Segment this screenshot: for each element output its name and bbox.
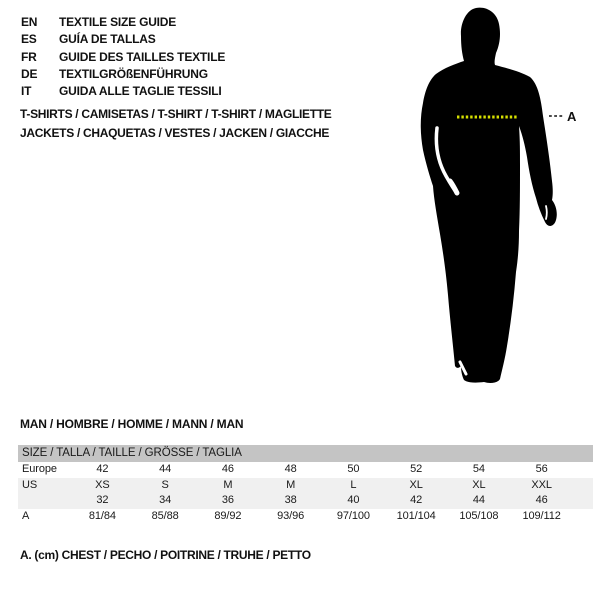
language-list	[21, 14, 225, 100]
cell: 56	[535, 463, 548, 475]
language-row-de	[21, 66, 225, 83]
table-row-us	[18, 478, 593, 494]
language-code: DE	[21, 66, 38, 81]
measure-label-a: A	[567, 109, 577, 124]
language-label: TEXTILE SIZE GUIDE	[59, 15, 177, 29]
cell: 34	[159, 494, 172, 506]
table-row-numeric	[18, 493, 593, 509]
cell: 38	[284, 494, 297, 506]
cell: 105/108	[459, 509, 499, 522]
language-code: EN	[21, 15, 38, 29]
cell: 40	[347, 494, 360, 506]
cell: XS	[95, 478, 110, 491]
language-label: TEXTILGRÖßENFÜHRUNG	[59, 66, 208, 81]
language-row-fr	[21, 49, 225, 66]
cell: 44	[159, 463, 172, 475]
finger-gap-highlight	[546, 206, 547, 219]
cell-filler	[573, 478, 593, 494]
cell: 46	[221, 463, 234, 475]
cell: M	[223, 478, 233, 491]
language-row-es	[21, 31, 225, 48]
cell: 36	[221, 494, 234, 506]
language-row-en	[21, 14, 225, 31]
cell: XXL	[531, 478, 552, 491]
cell: S	[161, 478, 169, 491]
cell: 48	[284, 463, 297, 475]
cell: 109/112	[522, 509, 561, 522]
cell: 42	[96, 463, 109, 475]
cell: 52	[410, 463, 423, 475]
size-table-header: SIZE / TALLA / TAILLE / GRÖSSE / TAGLIA	[18, 445, 593, 462]
cell: 85/88	[151, 509, 179, 522]
cell: XL	[409, 478, 423, 491]
man-silhouette-figure	[400, 0, 580, 395]
cell: 101/104	[396, 509, 436, 522]
cell: XL	[472, 478, 486, 491]
cell: 44	[472, 494, 485, 506]
man-silhouette-path	[421, 8, 557, 383]
language-code: IT	[21, 84, 32, 99]
product-categories	[20, 105, 332, 142]
language-label: GUIDE DES TAILLES TEXTILE	[59, 49, 226, 64]
table-row-chest-a	[18, 509, 593, 525]
cell: M	[286, 478, 296, 491]
cell-filler	[573, 509, 593, 525]
row-label: Europe	[22, 463, 57, 475]
product-line-jackets: JACKETS / CHAQUETAS / VESTES / JACKEN / GIACCHE	[20, 125, 330, 140]
row-label	[18, 493, 71, 509]
table-row-europe	[18, 462, 593, 478]
language-code: ES	[21, 32, 37, 47]
cell: 93/96	[277, 509, 305, 522]
cell: L	[350, 478, 357, 491]
language-row-it	[21, 83, 225, 100]
product-line-tshirts: T-SHIRTS / CAMISETAS / T-SHIRT / T-SHIRT / MAGLIETTE	[20, 107, 332, 121]
row-label: A	[22, 509, 30, 522]
language-label: GUIDA ALLE TAGLIE TESSILI	[59, 84, 222, 99]
cell: 50	[347, 463, 360, 475]
cell-filler	[573, 462, 593, 478]
man-silhouette-svg	[400, 0, 580, 395]
cell: 54	[472, 463, 485, 475]
row-label: US	[22, 478, 38, 491]
cell-filler	[573, 493, 593, 509]
cell: 89/92	[214, 509, 242, 522]
footnote-chest-legend: A. (cm) CHEST / PECHO / POITRINE / TRUHE / PETTO	[20, 548, 311, 562]
language-label: GUÍA DE TALLAS	[59, 32, 156, 47]
cell: 97/100	[336, 509, 370, 522]
cell: 81/84	[88, 509, 116, 522]
section-title-man: MAN / HOMBRE / HOMME / MANN / MAN	[20, 417, 244, 431]
cell: 46	[535, 494, 548, 506]
language-code: FR	[21, 49, 37, 64]
cell: 42	[410, 494, 423, 506]
cell: 32	[96, 494, 109, 506]
size-table	[18, 445, 593, 524]
